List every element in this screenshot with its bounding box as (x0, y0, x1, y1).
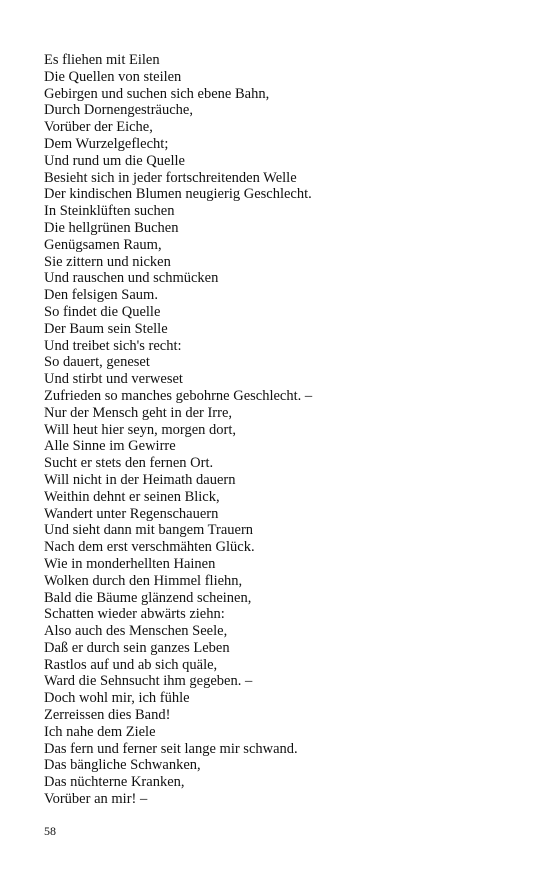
poem-line: Sucht er stets den fernen Ort. (44, 455, 214, 472)
poem-line: Den felsigen Saum. (44, 287, 158, 304)
poem-line: Das nüchterne Kranken, (44, 774, 185, 791)
poem-line: Bald die Bäume glänzend scheinen, (44, 589, 252, 606)
poem-line: Und sieht dann mit bangem Trauern (44, 522, 254, 539)
poem-line: Nach dem erst verschmähten Glück. (44, 539, 255, 556)
poem-line: Zufrieden so manches gebohrne Geschlecht. – (44, 387, 313, 404)
poem-line: Zerreissen dies Band! (44, 707, 171, 724)
poem-line: Und rund um die Quelle (44, 152, 185, 169)
poem-line: Sie zittern und nicken (44, 253, 171, 270)
poem-line: So findet die Quelle (44, 303, 161, 320)
poem-line: Nur der Mensch geht in der Irre, (44, 404, 233, 421)
poem-line: Die hellgrünen Buchen (44, 219, 179, 236)
poem-line: Das fern und ferner seit lange mir schwand. (44, 740, 298, 757)
poem-line: Doch wohl mir, ich fühle (44, 690, 190, 707)
poem-line: Durch Dornengesträuche, (44, 102, 193, 119)
poem-line: In Steinklüften suchen (44, 203, 175, 220)
poem-line: Vorüber der Eiche, (44, 119, 153, 136)
poem-line: Gebirgen und suchen sich ebene Bahn, (44, 85, 270, 102)
poem-line: Und treibet sich's recht: (44, 337, 182, 354)
poem-line: Es fliehen mit Eilen (44, 52, 160, 68)
poem-line: Der kindischen Blumen neugierig Geschlecht. (44, 186, 312, 203)
poem-line: Also auch des Menschen Seele, (44, 623, 228, 640)
poem-line: Will heut hier seyn, morgen dort, (44, 421, 237, 438)
poem-line: Und stirbt und verweset (44, 371, 183, 388)
poem-line: Alle Sinne im Gewirre (44, 438, 176, 455)
poem-line: Ward die Sehnsucht ihm gegeben. – (44, 673, 253, 690)
page-number: 58 (44, 824, 56, 838)
poem-line: Weithin dehnt er seinen Blick, (44, 488, 220, 505)
poem-line: Und rauschen und schmücken (44, 270, 219, 287)
poem-line: Der Baum sein Stelle (44, 320, 168, 337)
poem-line: Das bängliche Schwanken, (44, 757, 201, 774)
poem-line: Die Quellen von steilen (44, 68, 182, 85)
poem-text (44, 52, 524, 808)
poem-line: Wolken durch den Himmel fliehn, (44, 572, 243, 589)
poem-line: Genügsamen Raum, (44, 236, 162, 253)
poem-line: Wandert unter Regenschauern (44, 505, 219, 522)
poem-line: Rastlos auf und ab sich quäle, (44, 656, 218, 673)
poem-line: Schatten wieder abwärts ziehn: (44, 606, 225, 623)
poem-line: Dem Wurzelgeflecht; (44, 135, 169, 152)
poem-line: Besieht sich in jeder fortschreitenden Welle (44, 169, 297, 186)
poem-line: Ich nahe dem Ziele (44, 723, 156, 740)
poem-line: Daß er durch sein ganzes Leben (44, 639, 230, 656)
poem-line: So dauert, geneset (44, 354, 150, 371)
poem-line: Wie in monderhellten Hainen (44, 555, 216, 572)
poem-line: Vorüber an mir! – (44, 791, 148, 808)
poem-line: Will nicht in der Heimath dauern (44, 471, 236, 488)
